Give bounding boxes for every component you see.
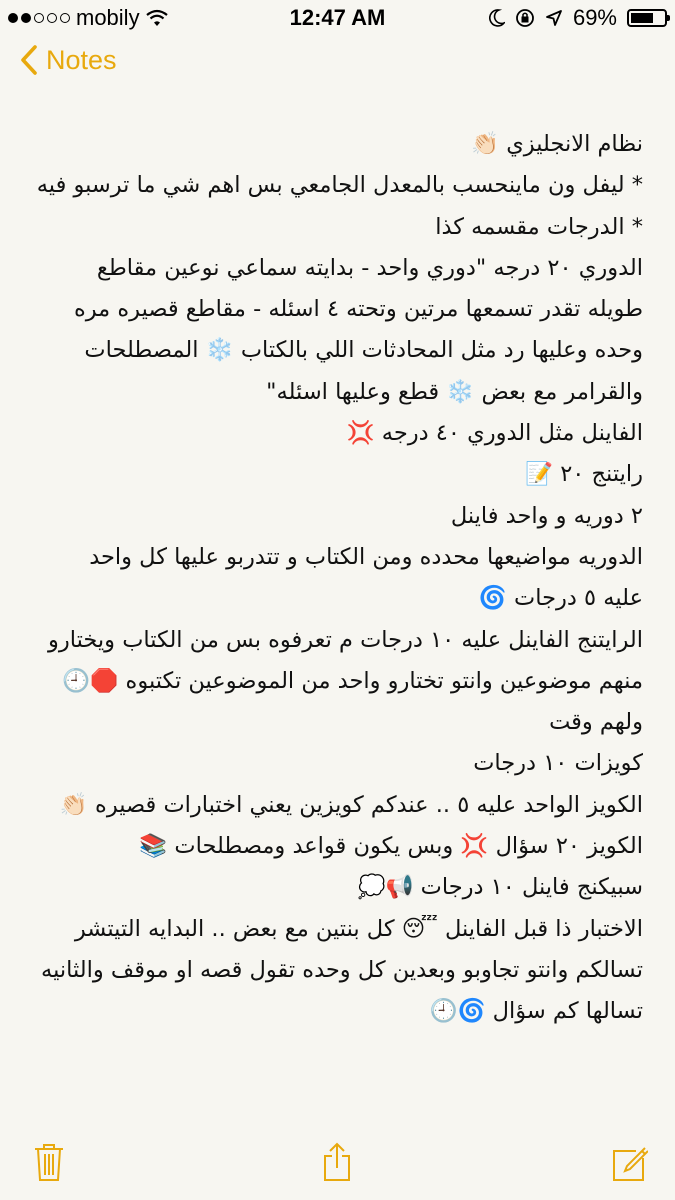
status-time: 12:47 AM [289, 5, 386, 30]
location-arrow-icon [545, 9, 563, 27]
note-body[interactable] [25, 124, 643, 1033]
note-line: تسالكم وانتو تجاوبو وبعدين كل وحده تقول قصه او موقف والثانيه [41, 956, 643, 983]
back-label: Notes [46, 44, 117, 75]
trash-icon [33, 1142, 65, 1182]
note-line: منهم موضوعين وانتو تختارو واحد من الموضوعين تكتبوه 🛑🕘 [62, 667, 643, 694]
note-line: والقرامر مع بعض ❄️ قطع وعليها اسئله" [266, 378, 643, 405]
battery-percent: 69% [572, 5, 617, 30]
share-button[interactable] [321, 1142, 353, 1186]
trash-button[interactable] [33, 1142, 65, 1186]
rotation-lock-icon [515, 8, 535, 28]
back-button[interactable] [20, 44, 117, 76]
battery-icon [627, 9, 667, 27]
note-line: * ليفل ون ماينحسب بالمعدل الجامعي بس اهم شي ما ترسبو فيه [36, 172, 643, 199]
note-line: الدوري ٢٠ درجه "دوري واحد - بدايته سماعي نوعين مقاطع [96, 254, 643, 281]
status-right [489, 5, 667, 31]
bottom-toolbar [0, 1120, 675, 1200]
note-line: الفاينل مثل الدوري ٤٠ درجه 💢 [346, 420, 643, 447]
note-line: تسالها كم سؤال 🌀🕘 [429, 998, 643, 1025]
note-line: رايتنج ٢٠ 📝 [525, 461, 643, 488]
note-line: ولهم وقت [549, 709, 643, 736]
share-icon [321, 1142, 353, 1182]
chevron-left-icon [20, 44, 38, 76]
note-line: الكويز ٢٠ سؤال 💢 وبس يكون قواعد ومصطلحات 📚 [139, 833, 643, 860]
note-line: ٢ دوريه و واحد فاينل [450, 502, 643, 529]
note-line: * الدرجات مقسمه كذا [435, 213, 643, 240]
note-line: عليه ٥ درجات 🌀 [478, 585, 643, 612]
status-bar [0, 0, 675, 36]
do-not-disturb-icon [489, 9, 505, 27]
note-line: الكويز الواحد عليه ٥ .. عندكم كويزين يعني اختبارات قصيره 👏🏻 [59, 791, 643, 818]
battery-fill [631, 13, 653, 23]
note-line: الاختبار ذا قبل الفاينل 😴 كل بنتين مع بعض .. البدايه التيتشر [74, 915, 643, 942]
nav-bar [0, 44, 675, 94]
note-line: نظام الانجليزي 👏🏻 [471, 131, 643, 157]
carrier-label: mobily [76, 5, 140, 30]
note-line: طويله تقدر تسمعها مرتين وتحته ٤ اسئله - مقاطع قصيره مره [73, 296, 643, 323]
compose-icon [612, 1146, 648, 1182]
note-line: الدوريه مواضيعها محدده ومن الكتاب و تتدربو عليها كل واحد [89, 543, 643, 570]
note-line: كويزات ١٠ درجات [473, 750, 643, 777]
compose-button[interactable] [612, 1146, 648, 1186]
note-line: وحده وعليها رد مثل المحادثات اللي بالكتاب ❄️ المصطلحات [84, 337, 643, 364]
note-line: سبيكنج فاينل ١٠ درجات 📢💭 [357, 874, 643, 901]
note-line: الرايتنج الفاينل عليه ١٠ درجات م تعرفوه بس من الكتاب ويختارو [48, 626, 643, 653]
